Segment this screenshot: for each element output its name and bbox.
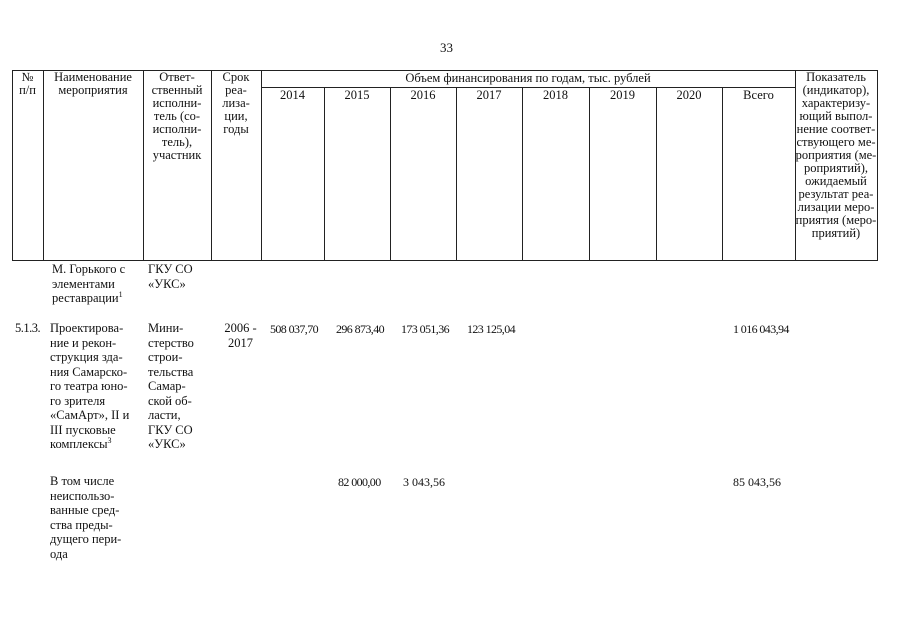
header-year-2017: 2017	[476, 88, 502, 102]
footnote-marker: 1	[118, 289, 123, 299]
footnote-marker: 3	[107, 435, 112, 445]
row2-value-2016: 173 051,36	[401, 322, 450, 336]
row3-value-2016: 3 043,56	[403, 475, 445, 489]
header-year-2019: 2019	[610, 88, 635, 102]
row2-number: 5.1.3.	[15, 321, 41, 335]
header-year-2015: 2015	[344, 88, 370, 102]
header-funding-title: Объем финансирования по годам, тыс. рублей	[405, 71, 651, 85]
header-col-responsible: Ответ- ственный исполни- тель (со- исполни- тель), участник	[151, 70, 203, 162]
header-total: Всего	[743, 88, 774, 102]
page-number: 33	[440, 40, 453, 55]
row2-value-2014: 508 037,70	[270, 322, 319, 336]
header-year-2014: 2014	[280, 88, 305, 102]
row2-value-2015: 296 873,40	[336, 322, 385, 336]
row2-value-total: 1 016 043,94	[733, 322, 789, 336]
row3-value-total: 85 043,56	[733, 475, 781, 489]
header-year-2018: 2018	[543, 88, 568, 102]
header-col-num: № п/п	[19, 70, 36, 97]
row2-name: Проектирова- ние и рекон- струкция зда- ния Самарско- го театра юно- го зрителя «СамАрт», II и III пусковые комплексы$^3$	[50, 321, 130, 451]
row1-responsible: ГКУ СО «УКС»	[148, 262, 193, 291]
row2-responsible: Мини- стерство строи- тельства Самар- ской об- ласти, ГКУ СО «УКС»	[148, 321, 194, 451]
header-year-2020: 2020	[676, 88, 702, 102]
header-col-term: Срок реа- лиза- ции, годы	[222, 70, 250, 136]
header-col-name: Наименование мероприятия	[54, 70, 132, 97]
row2-term: 2006 - 2017	[224, 321, 257, 350]
row2-value-2017: 123 125,04	[467, 322, 516, 336]
row1-name: М. Горького с элементами реставрации$^1$	[52, 262, 126, 305]
row3-value-2015: 82 000,00	[338, 475, 381, 489]
row3-name: В том числе неиспользо- ванные сред- ства преды- дущего пери- ода	[50, 474, 122, 561]
header-col-indicator: Показатель (индикатор), характеризу- ющий выпол- нение соответ- ствующего ме- роприятия (ме- роприятий), ожидаемый результат реа- лизации меро- приятия (меро- приятий)	[795, 70, 877, 240]
header-year-2016: 2016	[410, 88, 436, 102]
